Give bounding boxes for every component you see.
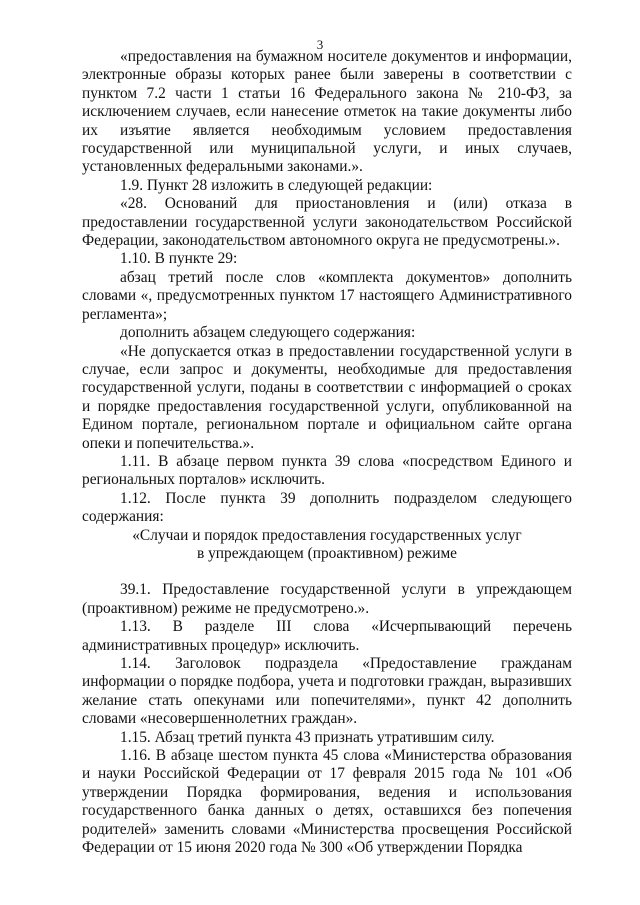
paragraph: 1.14. Заголовок подраздела «Предоставление гражданам информации о порядке подбора, учета и подготовки граждан, выразивших желание стать опекунами или попечителями», пункт 42 дополнить словами «несовершеннолетних граждан». [82, 655, 572, 728]
paragraph: 39.1. Предоставление государственной услуги в упреждающем (проактивном) режиме не предусмотрено.». [82, 581, 572, 617]
paragraph: 1.10. В пункте 29: [120, 250, 238, 268]
paragraph: «28. Оснований для приостановления и (или) отказа в предоставлении государственной услуги законодательством Российской Федерации, законодательством автономного округа не предусмотрены.». [82, 195, 572, 250]
paragraph: 1.15. Абзац третий пункта 43 признать утратившим силу. [120, 728, 495, 746]
paragraph: 1.11. В абзаце первом пункта 39 слова «посредством Единого и региональных порталов» исключить. [82, 452, 572, 489]
paragraph: 1.16. В абзаце шестом пункта 45 слова «Министерства образования и науки Российской Федерации от 17 февраля 2015 года № 101 «Об утверждении Порядка формирования, ведения и использования государственного банка данных о детях, оставшихся без попечения родителей» заменить словами «Министерства просвещения Российской Федерации от 15 июня 2020 года № 300 «Об утверждении Порядка [82, 747, 572, 857]
paragraph: 1.12. После пункта 39 дополнить подразделом следующего содержания: [82, 489, 572, 526]
document-body [82, 48, 572, 857]
paragraph: абзац третий после слов «комплекта документов» дополнить словами «, предусмотренных пунктом 17 настоящего Административного регламента»; [82, 268, 572, 323]
paragraph: 1.13. В разделе III слова «Исчерпывающий перечень административных процедур» исключить. [82, 618, 572, 654]
paragraph: «предоставления на бумажном носителе документов и информации, электронные образы которых ранее были заверены в соответствии с пунктом 7.2 части 1 статьи 16 Федерального закона № 210-ФЗ, за исключением случаев, если нанесение отметок на такие документы либо их изъятие является необходимым условием предоставления государственной или муниципальной услуги, и иных случаев, установленных федеральными законами.». [82, 48, 572, 176]
paragraph: дополнить абзацем следующего содержания: [120, 324, 416, 342]
page-number: 3 [316, 37, 324, 52]
subsection-heading-line-2: в упреждающем (проактивном) режиме [196, 544, 458, 562]
subsection-heading-line-1: «Случаи и порядок предоставления государственных услуг [132, 526, 522, 544]
paragraph: «Не допускается отказ в предоставлении государственной услуги в случае, если запрос и документы, необходимые для предоставления государственной услуги, поданы в соответствии с информацией о сроках и порядке предоставления государственной услуги, опубликованной на Едином портале, региональном портале и официальном сайте органа опеки и попечительства.». [82, 342, 572, 452]
paragraph: 1.9. Пункт 28 изложить в следующей редакции: [120, 176, 433, 194]
blank-line [82, 563, 572, 581]
